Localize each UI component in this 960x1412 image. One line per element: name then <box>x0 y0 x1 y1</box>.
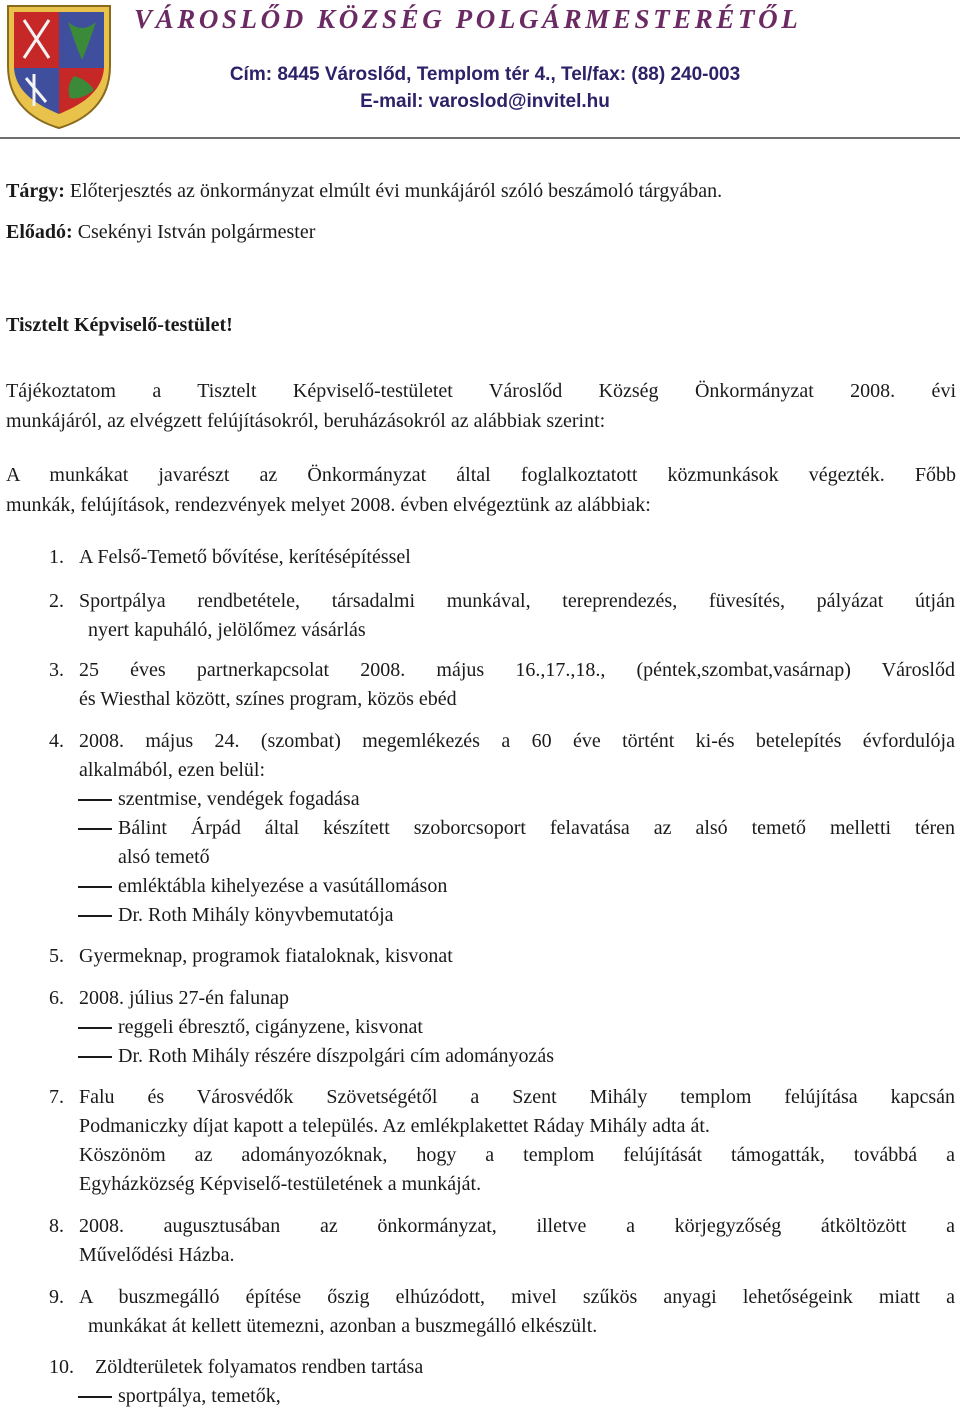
item-7-line-3: Köszönöm az adományozóknak, hogy a templom felújítását támogatták, továbbá a <box>79 1144 955 1166</box>
subject-line <box>6 177 722 206</box>
presenter-label: Előadó: <box>6 221 73 243</box>
item-6-line-1: 2008. július 27-én falunap <box>79 987 289 1009</box>
item-7-line-1: Falu és Városvédők Szövetségétől a Szent Mihály templom felújítása kapcsán <box>79 1086 955 1108</box>
item-7-line-2: Podmaniczky díjat kapott a település. Az emlékplakettet Ráday Mihály adta át. <box>79 1115 710 1137</box>
item-7-line-4: Egyházközség Képviselő-testületének a munkáját. <box>79 1173 482 1195</box>
item-4-number: 4. <box>49 730 64 752</box>
item-10-number: 10. <box>49 1356 74 1378</box>
item-4-line-1: 2008. május 24. (szombat) megemlékezés a 60 éve történt ki-és betelepítés évfordulója <box>79 730 955 752</box>
item-4-sub-4: emléktábla kihelyezése a vasútállomáson <box>118 875 448 897</box>
item-3-line-1: 25 éves partnerkapcsolat 2008. május 16.,17.,18., (péntek,szombat,vasárnap) Városlőd <box>79 659 955 681</box>
presenter-line <box>6 218 315 247</box>
item-4-sub-2: Bálint Árpád által készített szoborcsoport felavatása az alsó temető melletti téren <box>118 817 955 839</box>
item-6-sub-1: reggeli ébresztő, cigányzene, kisvonat <box>118 1016 423 1038</box>
item-4-sub-3: alsó temető <box>118 846 210 868</box>
item-10-sub-1: sportpálya, temetők, <box>118 1385 281 1407</box>
item-8-number: 8. <box>49 1215 64 1237</box>
subject-label: Tárgy: <box>6 180 65 202</box>
item-2-number: 2. <box>49 590 64 612</box>
item-7-number: 7. <box>49 1086 64 1108</box>
presenter-text: Csekényi István polgármester <box>77 221 316 243</box>
list-dash <box>78 1056 112 1058</box>
item-9-number: 9. <box>49 1286 64 1308</box>
subject-text: Előterjesztés az önkormányzat elmúlt évi munkájáról szóló beszámoló tárgyában. <box>69 180 723 202</box>
item-4-line-2: alkalmából, ezen belül: <box>79 759 266 781</box>
list-dash <box>78 915 112 917</box>
letterhead-email: E-mail: varoslod@invitel.hu <box>360 91 610 112</box>
item-2-line-2: nyert kapuháló, jelölőmez vásárlás <box>88 619 366 641</box>
item-4-sub-5: Dr. Roth Mihály könyvbemutatója <box>118 904 394 926</box>
salutation: Tisztelt Képviselő-testület! <box>6 314 233 336</box>
item-8-line-1: 2008. augusztusában az önkormányzat, illetve a körjegyzőség átköltözött a <box>79 1215 955 1237</box>
letterhead-address: Cím: 8445 Városlőd, Templom tér 4., Tel/fax: (88) 240-003 <box>229 64 741 85</box>
header-divider <box>0 137 960 139</box>
item-10-line-1: Zöldterületek folyamatos rendben tartása <box>95 1356 424 1378</box>
item-6-number: 6. <box>49 987 64 1009</box>
list-dash <box>78 1396 112 1398</box>
item-9-line-1: A buszmegálló építése őszig elhúzódott, mivel szűkös anyagi lehetőségeink miatt a <box>79 1286 955 1308</box>
item-9-line-2: munkákat át kellett ütemezni, azonban a buszmegálló elkészült. <box>88 1315 598 1337</box>
item-1-line-1: A Felső-Temető bővítése, kerítésépítéssel <box>79 546 411 568</box>
item-8-line-2: Művelődési Házba. <box>79 1244 235 1266</box>
item-5-line-1: Gyermeknap, programok fiataloknak, kisvonat <box>79 945 453 967</box>
list-dash <box>78 886 112 888</box>
item-5-number: 5. <box>49 945 64 967</box>
item-3-number: 3. <box>49 659 64 681</box>
item-6-sub-2: Dr. Roth Mihály részére díszpolgári cím adományozás <box>118 1045 554 1067</box>
intro-line-1: Tájékoztatom a Tisztelt Képviselő-testületet Városlőd Község Önkormányzat 2008. évi <box>6 380 956 402</box>
list-dash <box>78 828 112 830</box>
item-3-line-2: és Wiesthal között, színes program, közös ebéd <box>79 688 457 710</box>
para2-line-2: munkák, felújítások, rendezvények melyet 2008. évben elvégeztünk az alábbiak: <box>6 494 651 516</box>
item-1-number: 1. <box>49 546 64 568</box>
list-dash <box>78 1027 112 1029</box>
list-dash <box>78 799 112 801</box>
item-4-sub-1: szentmise, vendégek fogadása <box>118 788 360 810</box>
item-2-line-1: Sportpálya rendbetétele, társadalmi munkával, tereprendezés, füvesítés, pályázat útján <box>79 590 955 612</box>
para2-line-1: A munkákat javarészt az Önkormányzat által foglalkoztatott közmunkások végezték. Főbb <box>6 464 956 486</box>
intro-line-2: munkájáról, az elvégzett felújításokról, beruházásokról az alábbiak szerint: <box>6 410 606 432</box>
letterhead-title: VÁROSLŐD KÖZSÉG POLGÁRMESTERÉTŐL <box>134 4 802 34</box>
